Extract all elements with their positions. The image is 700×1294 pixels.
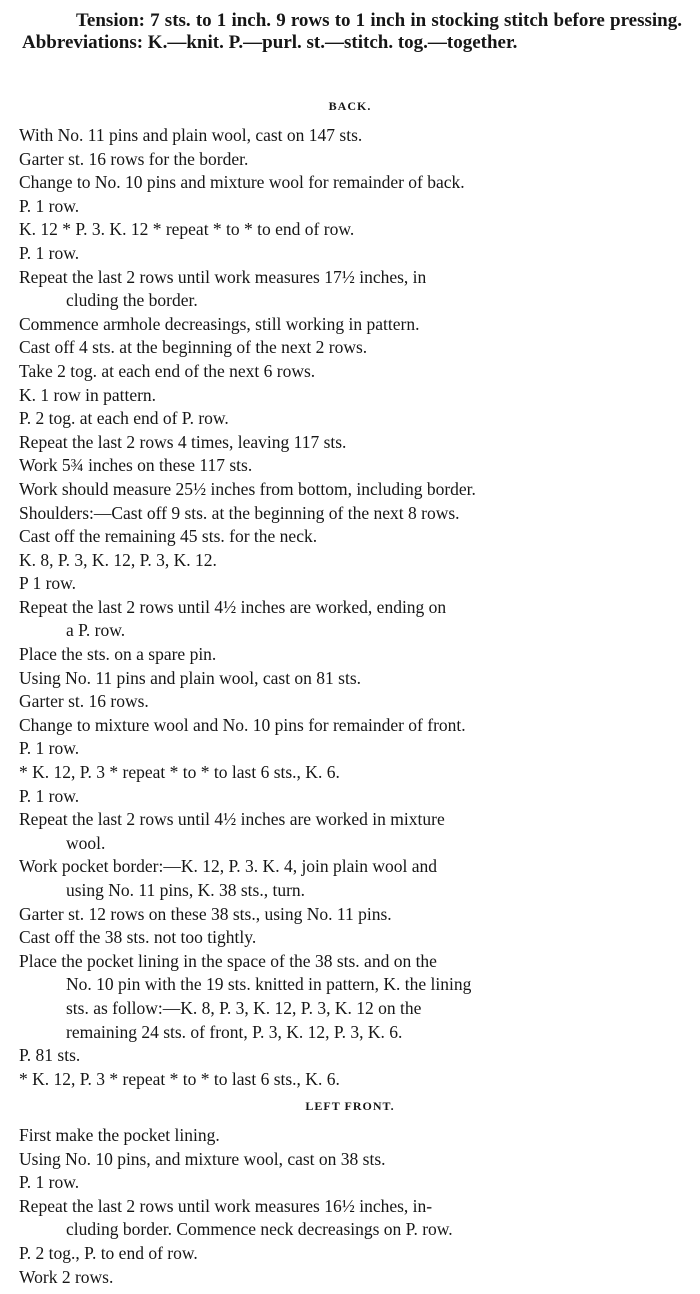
instruction-line: wool. <box>66 832 106 853</box>
instruction-line: Using No. 11 pins and plain wool, cast on 81 sts. <box>19 667 362 688</box>
instruction-line: remaining 24 sts. of front, P. 3, K. 12, P. 3, K. 6. <box>66 1021 403 1042</box>
instruction-line: P. 1 row. <box>19 785 80 806</box>
instruction-line: Work pocket border:—K. 12, P. 3. K. 4, join plain wool and <box>19 856 438 877</box>
instruction-line: Shoulders:—Cast off 9 sts. at the beginning of the next 8 rows. <box>19 502 460 523</box>
instruction-line: Garter st. 12 rows on these 38 sts., using No. 11 pins. <box>19 903 392 924</box>
instruction-line: P. 1 row. <box>19 1172 80 1193</box>
instruction-line: Repeat the last 2 rows until 4½ inches are worked in mixture <box>19 809 445 830</box>
instruction-line: Garter st. 16 rows. <box>19 691 149 712</box>
instruction-line: P. 2 tog. at each end of P. row. <box>19 408 229 429</box>
instruction-line: a P. row. <box>66 620 126 641</box>
instruction-line: Commence armhole decreasings, still working in pattern. <box>19 313 420 334</box>
instruction-line: Cast off the remaining 45 sts. for the neck. <box>19 526 318 547</box>
instruction-line: Garter st. 16 rows for the border. <box>19 148 249 169</box>
back-heading: BACK. <box>328 99 372 113</box>
instruction-line: Place the sts. on a spare pin. <box>19 644 217 665</box>
instruction-line: P 1 row. <box>19 573 77 594</box>
instruction-line: Work 5¾ inches on these 117 sts. <box>19 455 253 476</box>
instruction-line: Work 2 rows. <box>19 1266 114 1287</box>
left-front-instructions <box>0 1124 453 1289</box>
instruction-line: * K. 12, P. 3 * repeat * to * to last 6 sts., K. 6. <box>19 1068 340 1089</box>
instruction-line: Place the pocket lining in the space of the 38 sts. and on the <box>19 950 437 971</box>
tension-abbreviations-paragraph: Tension: 7 sts. to 1 inch. 9 rows to 1 inch in stocking stitch before pressing. Abbreviations: K.—knit. P.—purl. st.—stitch. tog.—together. <box>22 10 682 53</box>
instruction-line: Take 2 tog. at each end of the next 6 rows. <box>19 360 316 381</box>
instruction-line: K. 1 row in pattern. <box>19 384 157 405</box>
instruction-line: K. 8, P. 3, K. 12, P. 3, K. 12. <box>19 549 217 570</box>
instruction-line: Change to No. 10 pins and mixture wool for remainder of back. <box>19 172 465 193</box>
instruction-line: Repeat the last 2 rows until work measures 16½ inches, in- <box>19 1195 433 1216</box>
instruction-line: cluding the border. <box>66 290 198 311</box>
left-front-heading: LEFT FRONT. <box>305 1099 395 1113</box>
instruction-line: With No. 11 pins and plain wool, cast on 147 sts. <box>19 125 363 145</box>
back-instructions <box>0 124 476 1091</box>
instruction-line: First make the pocket lining. <box>19 1125 220 1145</box>
instruction-line: No. 10 pin with the 19 sts. knitted in pattern, K. the lining <box>66 974 472 995</box>
instruction-line: P. 1 row. <box>19 738 80 759</box>
instruction-line: * K. 12, P. 3 * repeat * to * to last 6 sts., K. 6. <box>19 762 340 783</box>
instruction-line: cluding border. Commence neck decreasings on P. row. <box>66 1219 453 1240</box>
instruction-line: Cast off 4 sts. at the beginning of the next 2 rows. <box>19 337 368 358</box>
instruction-line: P. 1 row. <box>19 195 80 216</box>
instruction-line: using No. 11 pins, K. 38 sts., turn. <box>66 880 306 900</box>
instruction-line: K. 12 * P. 3. K. 12 * repeat * to * to end of row. <box>19 219 355 240</box>
instruction-line: Work should measure 25½ inches from bottom, including border. <box>19 478 476 499</box>
instruction-line: Change to mixture wool and No. 10 pins for remainder of front. <box>19 714 466 735</box>
instruction-line: sts. as follow:—K. 8, P. 3, K. 12, P. 3, K. 12 on the <box>66 997 422 1018</box>
instruction-line: P. 2 tog., P. to end of row. <box>19 1242 198 1263</box>
instruction-line: Cast off the 38 sts. not too tightly. <box>19 927 257 948</box>
instruction-line: P. 1 row. <box>19 242 80 263</box>
instruction-line: Repeat the last 2 rows 4 times, leaving 117 sts. <box>19 431 347 452</box>
instruction-line: Using No. 10 pins, and mixture wool, cast on 38 sts. <box>19 1148 386 1169</box>
instruction-line: Repeat the last 2 rows until 4½ inches are worked, ending on <box>19 596 447 617</box>
instruction-line: Repeat the last 2 rows until work measures 17½ inches, in <box>19 266 427 287</box>
instruction-line: P. 81 sts. <box>19 1045 81 1066</box>
